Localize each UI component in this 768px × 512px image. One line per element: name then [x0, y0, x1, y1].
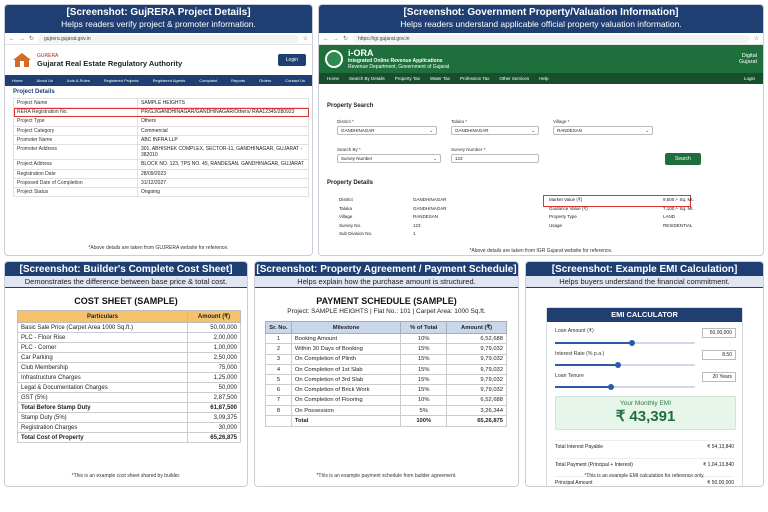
- dg-text-1: Digital: [741, 53, 757, 59]
- forward-icon[interactable]: →: [333, 35, 339, 42]
- row-label: Total Payment (Principal + Interest): [555, 462, 633, 468]
- table-cell: 15%: [401, 344, 447, 354]
- detail-value: RESIDENTIAL: [663, 222, 693, 228]
- detail-key: Guidance Value (₹): [549, 205, 588, 211]
- address-bar[interactable]: [352, 35, 750, 43]
- forward-icon[interactable]: →: [19, 35, 25, 42]
- loan-tenure-input[interactable]: 20 Years: [702, 372, 736, 382]
- table-row: [14, 188, 309, 197]
- table-cell: 15%: [401, 354, 447, 364]
- panel-title: [Screenshot: Example EMI Calculation]: [551, 264, 738, 275]
- row-label: Car Parking: [18, 353, 188, 363]
- nav-item[interactable]: Profession Tax: [459, 76, 490, 81]
- table-cell: 9,79,032: [447, 364, 507, 374]
- monthly-emi-box: [555, 396, 736, 430]
- table-cell: On Completion of Flooring: [291, 395, 400, 405]
- left-values: [413, 196, 503, 239]
- row-value: PR/GJ/GANDHINAGAR/GANDHINAGAR/Others/ RAA12345/280923: [138, 108, 309, 117]
- table-cell: 1: [266, 334, 292, 344]
- table-cell: 10%: [401, 334, 447, 344]
- detail-key: Survey No.: [339, 222, 362, 228]
- table-cell: 9,79,032: [447, 375, 507, 385]
- detail-key: District: [339, 197, 353, 202]
- panel-title: [Screenshot: Builder's Complete Cost Sheet]: [19, 264, 233, 275]
- table-row: [14, 178, 309, 187]
- detail-value: 7,100 /- Sq. Mt.: [663, 205, 694, 211]
- input-value: 123: [455, 156, 463, 161]
- table-row: [266, 364, 507, 374]
- interest-rate-input[interactable]: 8.50: [702, 350, 736, 360]
- detail-value: 123: [413, 222, 421, 228]
- panel-header: [319, 5, 763, 33]
- detail-key: Market Value (₹): [549, 197, 583, 202]
- slider-handle[interactable]: [629, 340, 635, 346]
- cost-sheet-table: [17, 310, 241, 443]
- table-row: [14, 126, 309, 135]
- table-cell: 5%: [401, 406, 447, 416]
- field-label: Search By *: [337, 147, 361, 152]
- table-row: [14, 135, 309, 144]
- select-value: GANDHINAGAR: [341, 128, 375, 133]
- loan-amount-label: Loan Amount (₹): [555, 328, 594, 334]
- monthly-emi-value: ₹ 43,391: [615, 408, 676, 425]
- nav-item[interactable]: Acts & Rules: [66, 78, 90, 83]
- table-cell: 6: [266, 385, 292, 395]
- detail-key: Usage: [549, 222, 563, 228]
- table-row: [266, 395, 507, 405]
- row-label: Total Interest Payable: [555, 444, 604, 450]
- table-row: [14, 117, 309, 126]
- detail-key: Sub Division No.: [339, 231, 373, 237]
- iora-panel: [318, 4, 764, 256]
- table-cell: 65,26,875: [447, 416, 507, 426]
- chevron-down-icon: ⌄: [645, 128, 649, 133]
- table-row: [14, 169, 309, 178]
- row-key: Project Category: [14, 126, 138, 135]
- nav-item[interactable]: Home: [327, 76, 340, 81]
- nav-item[interactable]: Help: [539, 76, 549, 81]
- table-cell: Within 30 Days of Booking: [291, 344, 400, 354]
- village-select[interactable]: [553, 126, 653, 135]
- monthly-emi-label: Your Monthly EMI: [619, 400, 672, 407]
- table-row: [18, 383, 241, 393]
- table-row: [266, 344, 507, 354]
- search-by-field: [337, 147, 441, 163]
- table-cell: 7: [266, 395, 292, 405]
- nav-item[interactable]: Home: [11, 78, 23, 83]
- schedule-heading: PAYMENT SCHEDULE (SAMPLE): [316, 296, 457, 306]
- row-amount: 1,00,000: [188, 343, 241, 353]
- gujarat-emblem-icon: [325, 50, 343, 68]
- row-key: Project Status: [14, 188, 138, 197]
- slider-handle[interactable]: [608, 384, 614, 390]
- row-amount: 65,26,875: [188, 433, 241, 443]
- table-row: [18, 393, 241, 403]
- row-key: Project Name: [14, 99, 138, 108]
- detail-value: GANDHINAGAR: [413, 205, 447, 211]
- field-label: District *: [337, 119, 354, 124]
- site-brand: i-ORA: [348, 47, 374, 58]
- table-row: [14, 99, 309, 108]
- total-payment-row: [555, 458, 734, 468]
- app-name: Integrated Online Revenue Applications: [348, 57, 443, 64]
- site-header: [319, 45, 763, 73]
- emi-heading: EMI CALCULATOR: [547, 308, 742, 322]
- row-value: 31/12/2027: [138, 178, 309, 187]
- reload-icon[interactable]: ↻: [29, 36, 35, 42]
- footnote: *This is an example cost sheet shared by builder.: [71, 473, 181, 479]
- nav-item[interactable]: About Us: [36, 78, 53, 83]
- slider-fill: [555, 386, 611, 388]
- detail-value: 9,500 /- Sq. Mt.: [663, 197, 694, 202]
- row-label: GST (5%): [18, 393, 188, 403]
- loan-amount-slider[interactable]: [555, 342, 695, 344]
- row-key: Project Type: [14, 117, 138, 126]
- loan-tenure-slider[interactable]: [555, 386, 695, 388]
- table-cell: 6,52,688: [447, 395, 507, 405]
- table-row: [18, 323, 241, 333]
- table-cell: 6,52,688: [447, 334, 507, 344]
- table-row: [14, 108, 309, 117]
- table-row: [18, 423, 241, 433]
- footnote: *Above details are taken from IGR Gujarat website for reference.: [469, 248, 613, 254]
- detail-value: LAND: [663, 214, 676, 220]
- survey-number-input[interactable]: [451, 154, 539, 163]
- table-cell: On Completion of 1st Slab: [291, 364, 400, 374]
- chevron-down-icon: ⌄: [433, 156, 437, 161]
- panel-subtitle: Demonstrates the difference between base price & total cost.: [5, 276, 247, 287]
- row-amount: 2,00,000: [188, 333, 241, 343]
- table-cell: 8: [266, 406, 292, 416]
- panel-title: [Screenshot: Property Agreement / Payment Schedule]: [256, 264, 517, 275]
- row-value: SAMPLE HEIGHTS: [138, 99, 309, 108]
- site-nav: [5, 75, 312, 86]
- taluka-select[interactable]: [451, 126, 539, 135]
- row-amount: 50,00,000: [188, 323, 241, 333]
- detail-value: 1: [413, 231, 416, 237]
- column-header: Particulars: [18, 311, 188, 323]
- row-label: Club Membership: [18, 363, 188, 373]
- gujrera-panel: [4, 4, 313, 256]
- back-icon[interactable]: ←: [9, 35, 15, 42]
- loan-amount-input[interactable]: 50,00,000: [702, 328, 736, 338]
- browser-bar: [5, 33, 312, 45]
- panel-title: [Screenshot: GujRERA Project Details]: [66, 7, 251, 18]
- nav-item[interactable]: Reports: [231, 78, 246, 83]
- row-label: Basic Sale Price (Carpet Area 1000 Sq.ft.): [18, 323, 188, 333]
- table-cell: On Completion of 3rd Slab: [291, 375, 400, 385]
- chevron-down-icon: ⌄: [429, 128, 433, 133]
- star-icon[interactable]: ☆: [753, 36, 759, 42]
- table-row: [266, 334, 507, 344]
- detail-value: RANDESAN: [413, 214, 439, 220]
- site-header: [5, 45, 312, 75]
- table-row: [266, 375, 507, 385]
- url-text: gujrera.gujarat.gov.in: [44, 35, 91, 42]
- table-cell: 3: [266, 354, 292, 364]
- select-value: Survey Number: [341, 156, 373, 161]
- row-amount: 3,09,375: [188, 413, 241, 423]
- login-link[interactable]: Login: [743, 76, 755, 81]
- project-details-table: [13, 98, 309, 197]
- search-section-title: Property Search: [327, 103, 374, 109]
- field-label: Village *: [553, 119, 570, 124]
- row-key: Promoter Address: [14, 145, 138, 160]
- loan-tenure-label: Loan Tenure: [555, 373, 584, 379]
- nav-item[interactable]: Other Services: [499, 76, 530, 81]
- column-header: Amount (₹): [447, 322, 507, 334]
- field-label: Taluka *: [451, 119, 468, 124]
- table-row: [18, 403, 241, 413]
- row-amount: 50,000: [188, 383, 241, 393]
- row-value: Commercial: [138, 126, 309, 135]
- table-cell: On Completion of Plinth: [291, 354, 400, 364]
- row-value: ₹ 1,04,13,840: [703, 462, 734, 468]
- panel-subtitle: Helps readers understand applicable official property valuation information.: [400, 19, 682, 29]
- table-row: [266, 385, 507, 395]
- row-amount: 1,25,000: [188, 373, 241, 383]
- table-cell: 100%: [401, 416, 447, 426]
- row-label: Total Cost of Property: [18, 433, 188, 443]
- left-keys: [339, 196, 409, 239]
- select-value: RANDESAN: [557, 128, 583, 133]
- taluka-field: [451, 119, 539, 135]
- row-label: Infrastructure Charges: [18, 373, 188, 383]
- table-row: [18, 373, 241, 383]
- nav-item[interactable]: Contact Us: [285, 78, 306, 83]
- table-row: [18, 353, 241, 363]
- row-label: Stamp Duty (5%): [18, 413, 188, 423]
- table-cell: Booking Amount: [291, 334, 400, 344]
- district-select[interactable]: [337, 126, 437, 135]
- row-value: Others: [138, 117, 309, 126]
- column-header: Sr. No.: [266, 322, 292, 334]
- nav-item[interactable]: Registered Projects: [103, 78, 139, 83]
- dg-text-2: Gujarat: [738, 59, 757, 65]
- slider-fill: [555, 342, 632, 344]
- right-keys: [549, 196, 619, 230]
- table-row: [18, 433, 241, 443]
- row-value: BLOCK NO. 123, TPS NO. 45, RANDESAN, GANDHINAGAR, GUJARAT: [138, 160, 309, 169]
- panel-title: [Screenshot: Government Property/Valuation Information]: [403, 7, 679, 18]
- row-key: Promoter Name: [14, 135, 138, 144]
- site-logo-text: GURERA: [37, 52, 59, 59]
- row-label: PLC - Floor Rise: [18, 333, 188, 343]
- panel-subtitle: Helps explain how the purchase amount is structured.: [255, 276, 518, 287]
- star-icon[interactable]: ☆: [302, 36, 308, 42]
- footnote: *This is an example EMI calculation for reference only.: [584, 473, 705, 479]
- header-row: [266, 322, 507, 334]
- payment-schedule-panel: [254, 261, 519, 487]
- search-button[interactable]: Search: [665, 153, 701, 165]
- footnote: *This is an example payment schedule from builder agreement.: [316, 473, 457, 479]
- interest-rate-label: Interest Rate (% p.a.): [555, 351, 605, 357]
- address-bar[interactable]: [38, 35, 299, 43]
- nav-item[interactable]: Water Tax: [429, 76, 450, 81]
- table-cell: 10%: [401, 395, 447, 405]
- table-cell: 9,79,032: [447, 354, 507, 364]
- header-row: [18, 311, 241, 323]
- row-amount: 30,000: [188, 423, 241, 433]
- row-amount: 61,87,500: [188, 403, 241, 413]
- total-interest-row: [555, 440, 734, 450]
- table-row: [266, 406, 507, 416]
- panel-header: [5, 262, 247, 288]
- site-nav: [319, 73, 763, 84]
- table-row: [18, 343, 241, 353]
- table-cell: 15%: [401, 375, 447, 385]
- detail-key: Taluka: [339, 205, 353, 211]
- table-cell: 9,79,032: [447, 385, 507, 395]
- table-cell: 5: [266, 375, 292, 385]
- detail-key: Property Type: [549, 214, 577, 220]
- table-cell: On Possession: [291, 406, 400, 416]
- table-cell: 2: [266, 344, 292, 354]
- row-value: Ongoing: [138, 188, 309, 197]
- panel-subtitle: Helps readers verify project & promoter information.: [61, 19, 256, 29]
- row-value: ABC INFRA LLP: [138, 135, 309, 144]
- row-key: RERA Registration No.: [14, 108, 138, 117]
- table-cell: 3,26,344: [447, 406, 507, 416]
- detail-key: Village: [339, 214, 353, 220]
- table-cell: 15%: [401, 364, 447, 374]
- table-cell: 15%: [401, 385, 447, 395]
- browser-bar: [319, 33, 763, 45]
- row-label: Legal & Documentation Charges: [18, 383, 188, 393]
- emi-calculator: [546, 307, 743, 487]
- org-name: Gujarat Real Estate Regulatory Authority: [37, 58, 183, 68]
- column-header: Amount (₹): [188, 311, 241, 323]
- nav-item[interactable]: Orders: [259, 78, 272, 83]
- column-header: Milestone: [291, 322, 400, 334]
- nav-item[interactable]: Registered Agents: [152, 78, 186, 83]
- footnote: *Above details are taken from GUJRERA website for reference.: [88, 245, 229, 251]
- cost-sheet-panel: [4, 261, 248, 487]
- column-header: % of Total: [401, 322, 447, 334]
- row-label: PLC - Corner: [18, 343, 188, 353]
- table-row: [18, 363, 241, 373]
- nav-item[interactable]: Search By Details: [349, 76, 385, 81]
- row-amount: 2,50,000: [188, 353, 241, 363]
- panel-subtitle: Helps buyers understand the financial commitment.: [526, 276, 763, 287]
- table-row: [14, 145, 309, 160]
- row-label: Total Before Stamp Duty: [18, 403, 188, 413]
- table-cell: On Completion of Brick Work: [291, 385, 400, 395]
- payment-schedule-table: [265, 321, 507, 427]
- table-row: [18, 333, 241, 343]
- right-values: [663, 196, 733, 230]
- row-label: Principal Amount: [555, 480, 593, 486]
- panel-header: [255, 262, 518, 288]
- row-value: 301, ABHISHEK COMPLEX, SECTOR-11, GANDHINAGAR, GUJARAT - 382010: [138, 145, 309, 160]
- nav-item[interactable]: Complaint: [199, 78, 218, 83]
- district-field: [337, 119, 437, 135]
- village-field: [553, 119, 653, 135]
- search-by-select[interactable]: [337, 154, 441, 163]
- table-cell: 4: [266, 364, 292, 374]
- detail-value: GANDHINAGAR: [413, 197, 447, 202]
- interest-rate-slider[interactable]: [555, 364, 695, 366]
- section-title: Project Details: [13, 89, 55, 95]
- row-value: 28/09/2023: [138, 169, 309, 178]
- login-button[interactable]: Login: [278, 54, 306, 66]
- row-amount: 75,000: [188, 363, 241, 373]
- url-text: https://igr.gujarat.gov.in: [358, 35, 410, 42]
- row-key: Project Address: [14, 160, 138, 169]
- table-cell: Total: [291, 416, 400, 426]
- table-cell: 9,79,032: [447, 344, 507, 354]
- table-row: [266, 354, 507, 364]
- table-row: [14, 160, 309, 169]
- details-section-title: Property Details: [327, 180, 374, 186]
- row-value: ₹ 50,00,000: [707, 480, 734, 486]
- table-cell: [266, 416, 292, 426]
- panel-header: [526, 262, 763, 288]
- digital-gujarat-logo: [739, 53, 757, 65]
- row-key: Proposed Date of Completion: [14, 178, 138, 187]
- row-amount: 2,87,500: [188, 393, 241, 403]
- select-value: GANDHINAGAR: [455, 128, 489, 133]
- back-icon[interactable]: ←: [323, 35, 329, 42]
- table-row: [266, 416, 507, 426]
- reload-icon[interactable]: ↻: [343, 36, 349, 42]
- house-logo-icon: [11, 51, 33, 69]
- chevron-down-icon: ⌄: [531, 128, 535, 133]
- cost-sheet-heading: COST SHEET (SAMPLE): [74, 296, 178, 306]
- department-name: Revenue Department, Government of Gujarat: [348, 63, 450, 70]
- row-key: Registration Date: [14, 169, 138, 178]
- emi-panel: [525, 261, 764, 487]
- slider-handle[interactable]: [615, 362, 621, 368]
- panel-header: [5, 5, 312, 33]
- table-row: [18, 413, 241, 423]
- row-value: ₹ 54,13,840: [707, 444, 734, 450]
- survey-number-field: [451, 147, 539, 163]
- project-line: Project: SAMPLE HEIGHTS | Flat No.: 101 | Carpet Area: 1000 Sq.ft.: [287, 308, 486, 315]
- slider-fill: [555, 364, 618, 366]
- row-label: Registration Charges: [18, 423, 188, 433]
- field-label: Survey Number *: [451, 147, 486, 152]
- nav-item[interactable]: Property Tax: [394, 76, 420, 81]
